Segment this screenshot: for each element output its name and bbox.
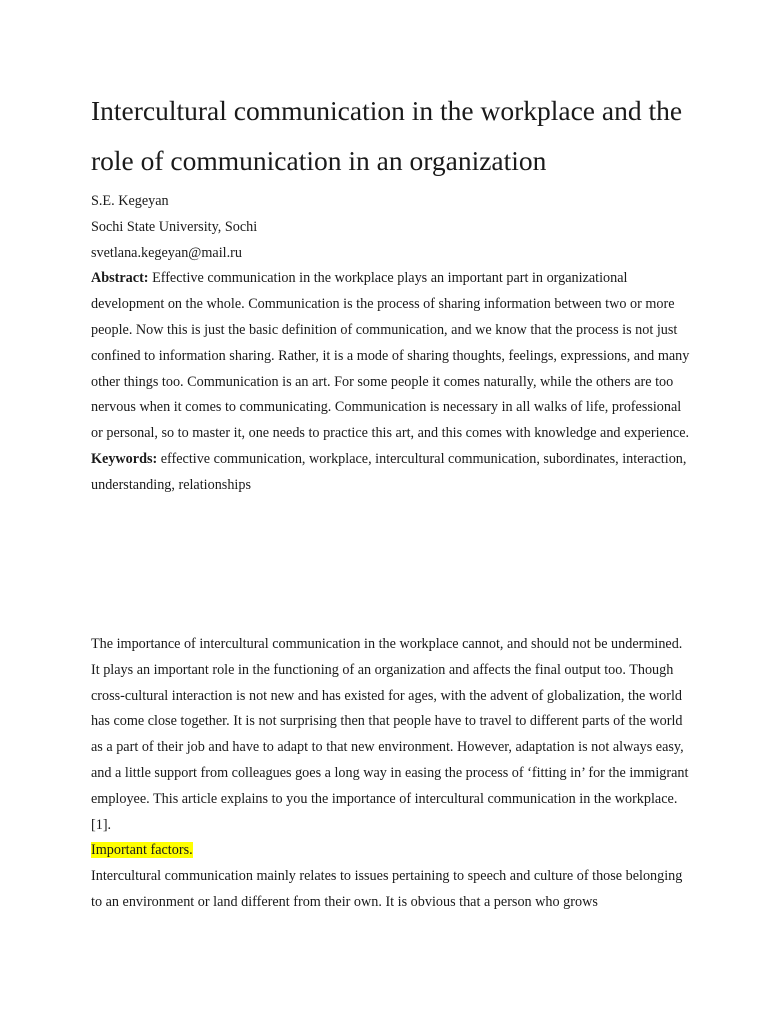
keywords-text: effective communication, workplace, intercultural communication, subordinates, interaction, understanding, relationships [91,450,687,493]
author-email: svetlana.kegeyan@mail.ru [91,244,242,261]
document-title: Intercultural communication in the workplace and the role of communication in an organization [91,95,683,176]
section-heading-paragraph [91,838,691,864]
front-matter [91,189,691,499]
body-text [91,632,691,916]
abstract-paragraph [91,266,691,447]
keywords-label: Keywords: [91,450,158,467]
abstract-text: Effective communication in the workplace plays an important part in organizational development on the whole. Communication is the process of sharing information between two or more people. Now this is just the basic definition of communication, and we know that the process is not just confined to information sharing. Rather, it is a mode of sharing thoughts, feelings, expressions, and many other things too. Communication is an art. For some people it comes naturally, while the others are too nervous when it comes to communicating. Communication is necessary in all walks of life, professional or personal, so to master it, one needs to practice this art, and this comes with knowledge and experience. [91,270,690,442]
author-affiliation: Sochi State University, Sochi [91,218,258,235]
body-paragraph-1: The importance of intercultural communication in the workplace cannot, and should not be undermined. It plays an important role in the functioning of an organization and affects the final output too. Though cross-cultural interaction is not new and has existed for ages, with the advent of globalization, the world has come close together. It is not surprising then that people have to travel to different parts of the world as a part of their job and have to adapt to that new environment. However, adaptation is not always easy, and a little support from colleagues goes a long way in easing the process of ‘fitting in’ for the immigrant employee. This article explains to you the importance of intercultural communication in the workplace. [1]. [91,636,689,833]
section-heading: Important factors. [91,842,193,859]
abstract-label: Abstract: [91,270,149,287]
keywords-paragraph [91,447,691,499]
body-paragraph-2: Intercultural communication mainly relates to issues pertaining to speech and culture of those belonging to an environment or land different from their own. It is obvious that a person who grows [91,868,683,910]
author-name: S.E. Kegeyan [91,193,169,209]
